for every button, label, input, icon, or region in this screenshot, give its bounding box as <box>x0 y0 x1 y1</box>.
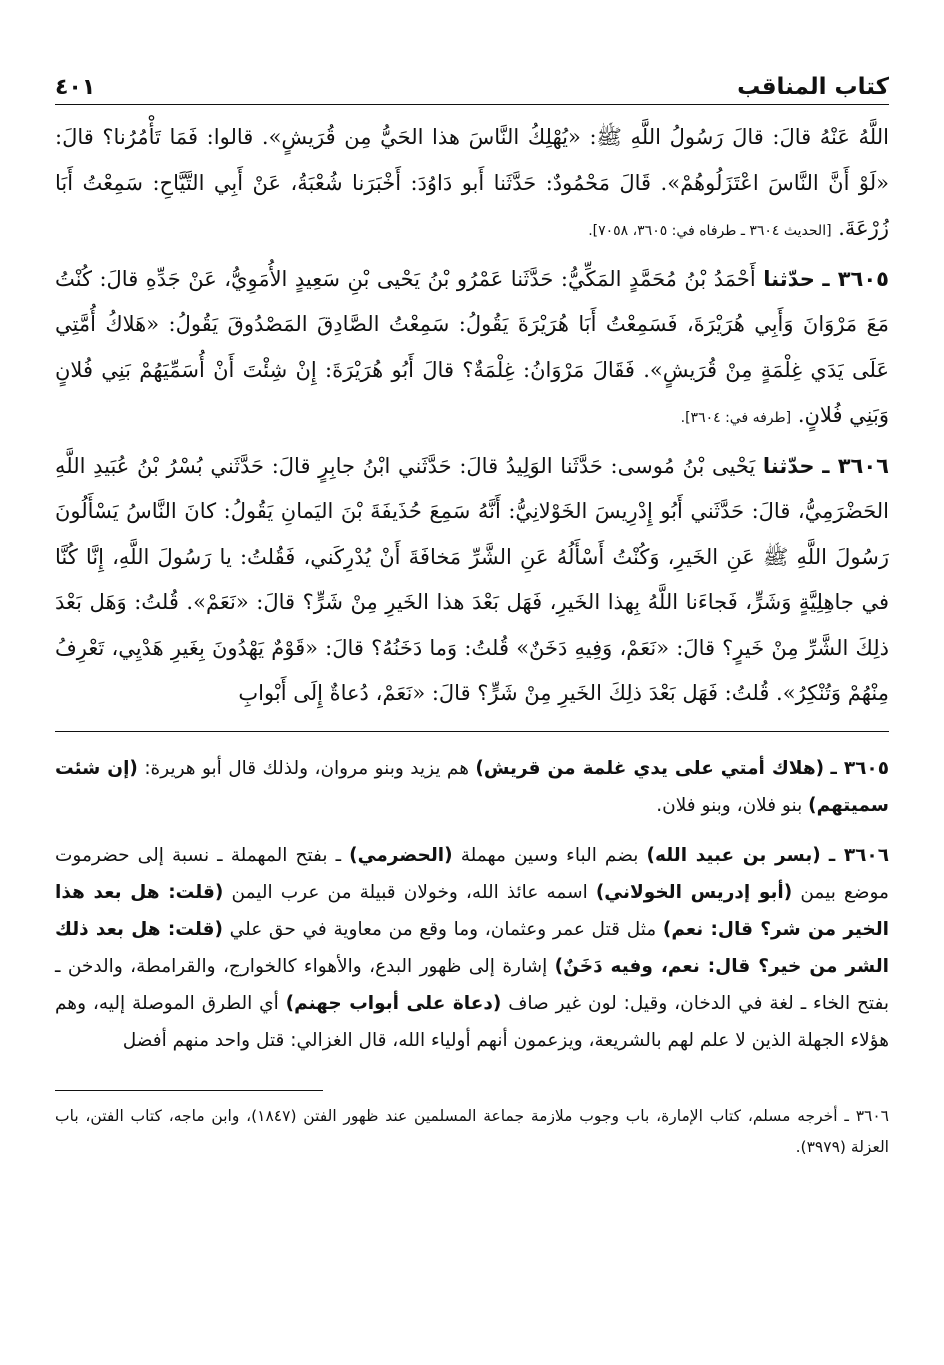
commentary-3606-text-a: بضم الباء وسين مهملة <box>460 844 639 866</box>
commentary-3606-text-e: إشارة إلى ظهور البدع، والأهواء كالخوارج، والقرامطة، والدخن ـ بفتح الخاء ـ لغة في الدخان، وقيل: لون غير صاف <box>55 955 890 1014</box>
commentary-3606-text-c: اسمه عائذ الله، وخولان قبيلة من عرب اليمن <box>231 881 588 903</box>
footnote-number: ٣٦٠٦ ـ <box>844 1106 889 1125</box>
commentary-3605-quote-a: (هلاك أمتي على يدي غلمة من قريش) <box>475 757 825 779</box>
commentary-divider <box>55 731 889 732</box>
hadith-3606 <box>55 444 889 717</box>
commentary-3606-text-b: ـ بفتح المهملة ـ نسبة إلى حضرموت موضع بيمن <box>55 844 889 903</box>
footnote <box>55 1101 889 1163</box>
commentary-3606-quote-f: (دعاة على أبواب جهنم) <box>285 992 502 1014</box>
commentary-3605 <box>55 750 889 824</box>
hadith-3606-haddathana: حدّثنا <box>762 453 815 478</box>
hadith-3604-reference: [الحديث ٣٦٠٤ ـ طرفاه في: ٣٦٠٥، ٧٠٥٨]. <box>588 223 832 239</box>
hadith-3604-text: اللَّهُ عَنْهُ قالَ: قالَ رَسُولُ اللَّهِ ﷺ: «يُهْلِكُ النَّاسَ هذا الحَيُّ مِن قُرَيشٍ». قالوا: فَمَا تَأْمُرُنا؟ قالَ: «لَوْ أَنَّ النَّاسَ اعْتَزَلُوهُمْ». قَالَ مَحْمُودٌ: حَدَّثَنا أَبو دَاوُدَ: أَخْبَرَنا شُعْبَةُ، عَنْ أَبِي التَّيَّاحِ: سَمِعْتُ أَبَا زُرْعَةَ. <box>55 125 889 240</box>
commentary-3605-quote-b: (إن شئت سميتهم) <box>55 757 889 816</box>
hadith-3605-reference: [طرفه في: ٣٦٠٤]. <box>680 410 792 426</box>
commentary-3605-text-a: هم يزيد وبنو مروان، ولذلك قال أبو هريرة: <box>144 757 469 779</box>
book-title: كتاب المناقب <box>737 74 889 100</box>
commentary-3606-quote-c: (أبو إدريس الخولاني) <box>595 881 793 903</box>
footnote-divider <box>55 1090 323 1091</box>
commentary-3606-quote-e: (قلت: هل بعد ذلك الشر من خير؟ قال: نعم، وفيه دَخَنٌ) <box>55 918 889 977</box>
commentary-3606 <box>55 837 889 1059</box>
hadith-3605-haddathana: حدّثنا <box>763 266 815 291</box>
page-header <box>55 58 889 105</box>
commentary-3606-quote-b: (الحضرمي) <box>349 844 453 866</box>
footnote-divider-wrap <box>55 1072 889 1091</box>
commentary-3606-text-d: مثل قتل عمر وعثمان، وما وقع من معاوية في حق علي <box>229 918 657 940</box>
commentary-3605-number: ٣٦٠٥ ـ <box>830 757 890 779</box>
hadith-3605 <box>55 257 889 442</box>
footnote-text: أخرجه مسلم، كتاب الإمارة، باب وجوب ملازمة جماعة المسلمين عند ظهور الفتن (١٨٤٧)، وابن ماجه، كتاب الفتن، باب العزلة (٣٩٧٩). <box>55 1106 889 1156</box>
commentary-3605-text-b: بنو فلان، وبنو فلان. <box>656 794 803 816</box>
commentary-3606-number: ٣٦٠٦ ـ <box>828 844 890 866</box>
hadith-text <box>55 115 889 717</box>
hadith-3605-number: ٣٦٠٥ ـ <box>822 266 889 291</box>
hadith-3606-number: ٣٦٠٦ ـ <box>822 453 889 478</box>
book-page <box>55 58 889 1163</box>
page-number: ٤٠١ <box>55 75 96 100</box>
hadith-3606-text: يَحْيى بْنُ مُوسى: حَدَّثَنا الوَلِيدُ قالَ: حَدَّثَني ابْنُ جابِرٍ قالَ: حَدَّثَني بُسْرُ بْنُ عُبَيدِ اللَّهِ الحَضْرَمِيُّ، قالَ: حَدَّثَني أَبُو إِدْرِيسَ الخَوْلانِيُّ: أَنَّهُ سَمِعَ حُذَيفَةَ بْنَ اليَمانِ يَقُولُ: كانَ النَّاسُ يَسْأَلُونَ رَسُولَ اللَّهِ ﷺ عَنِ الخَيرِ، وَكُنْتُ أَسْأَلُهُ عَنِ الشَّرِّ مَخافَةَ أَنْ يُدْرِكَني، فَقُلتُ: يا رَسُولَ اللَّهِ، إِنَّا كُنَّا في جاهِلِيَّةٍ وَشَرٍّ، فَجاءَنا اللَّهُ بِهذا الخَيرِ، فَهَل بَعْدَ هذا الخَيرِ مِنْ شَرٍّ؟ قالَ: «نَعَمْ». قُلتُ: وَهَل بَعْدَ ذلِكَ الشَّرِّ مِنْ خَيرٍ؟ قالَ: «نَعَمْ، وَفِيهِ دَخَنٌ» قُلتُ: وَما دَخَنُهُ؟ قالَ: «قَوْمٌ يَهْدُونَ بِغَيرِ هَدْيِي، تَعْرِفُ مِنْهُمْ وَتُنْكِرُ». قُلتُ: فَهَل بَعْدَ ذلِكَ الخَيرِ مِنْ شَرٍّ؟ قالَ: «نَعَمْ، دُعاةٌ إِلَى أَبْوابِ <box>55 453 889 705</box>
commentary-3606-quote-a: (بسر بن عبيد الله) <box>646 844 821 866</box>
commentary-3606-quote-d: (قلت: هل بعد هذا الخير من شر؟ قال: نعم) <box>55 881 889 940</box>
hadith-3605-text: أَحْمَدُ بْنُ مُحَمَّدٍ المَكِّيُّ: حَدَّثَنا عَمْرُو بْنُ يَحْيى بْنِ سَعِيدٍ الأُمَوِيُّ، عَنْ جَدِّهِ قالَ: كُنْتُ مَعَ مَرْوَانَ وَأَبِي هُرَيْرَةَ، فَسَمِعْتُ أَبَا هُرَيْرَةَ يَقُولُ: سَمِعْتُ الصَّادِقَ المَصْدُوقَ يَقُولُ: «هَلاكُ أُمَّتِي عَلَى يَدَي غِلْمَةٍ مِنْ قُرَيشٍ». فَقَالَ مَرْوَانُ: غِلْمَةٌ؟ قالَ أَبُو هُرَيْرَةَ: إِنْ شِئْتَ أَنْ أُسَمِّيَهُمْ بَنِي فُلانٍ وَبَنِي فُلانٍ. <box>55 266 889 427</box>
commentary-section <box>55 750 889 1059</box>
hadith-3604-tail <box>55 115 889 255</box>
commentary-3606-text-f: أي الطرق الموصلة إليه، وهم هؤلاء الجهلة الذين لا علم لهم بالشريعة، ويزعمون أنهم أولياء الله، قال الغزالي: قتل واحد منهم أفضل <box>55 992 889 1051</box>
